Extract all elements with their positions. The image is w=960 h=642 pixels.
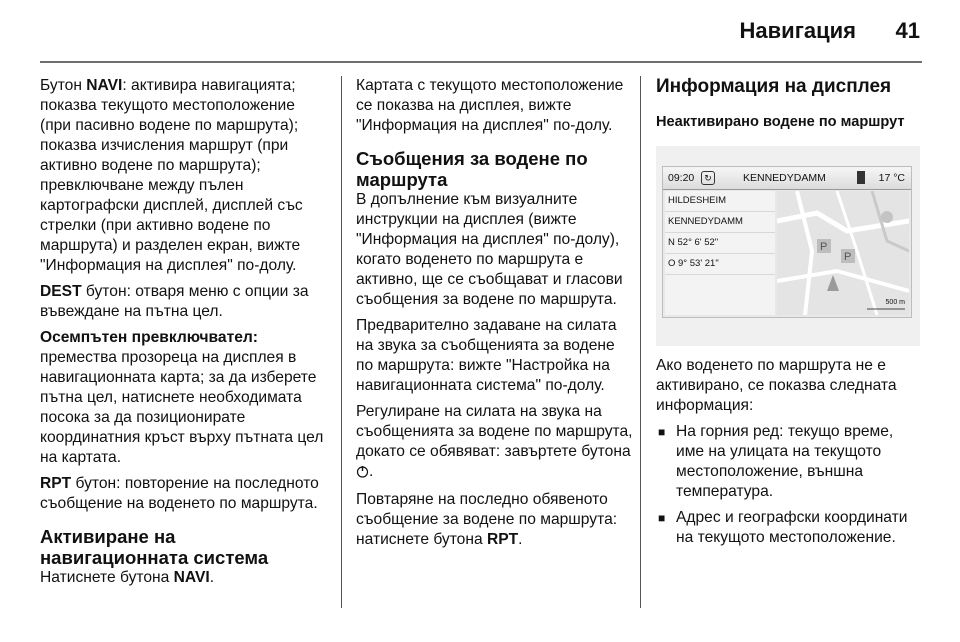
list-item-text: На горния ред: текущо време, име на улицата на текущото местоположение, външна температура. [676,423,894,500]
rpt-key: RPT [486,531,519,548]
city-line: HILDESHEIM [665,191,775,212]
temperature-label: 17 °C [878,172,905,184]
guidance-paragraph-3: Регулиране на силата на звука на съобщенията за водене по маршрута, докато се обявяват: завъртете бутона . [356,402,634,484]
list-item [656,508,924,548]
street-label: KENNEDYDAMM [743,172,826,184]
latitude-line: N 52° 6' 52" [665,233,775,254]
dest-paragraph [40,282,328,322]
svg-text:P: P [820,241,828,253]
inactive-guidance-subheading: Неактивирано водене по маршрут [656,114,905,130]
column-middle [356,76,634,556]
guidance-heading: Съобщения за водене по маршрута [356,148,588,190]
power-knob-icon [356,464,369,484]
inactive-info-paragraph: Ако воденето по маршрута не е активирано, се показва следната информация: [656,357,897,414]
column-left [40,76,328,594]
status-bar [663,167,911,190]
column-divider [640,76,641,608]
activate-end: . [209,569,215,586]
compass-icon: ↻ [701,171,715,185]
activate-key: NAVI [173,569,210,586]
navi-key: NAVI [86,77,123,94]
map-scale-label: 500 m [885,299,905,306]
bullet-icon: ■ [658,425,666,439]
location-info-panel [665,191,775,315]
dest-description: бутон: отваря меню с опции за въвеждане на пътна цел. [40,283,309,320]
time-label: 09:20 [668,172,695,184]
navi-paragraph: Бутон NAVI: активира навигацията; показва текущото местоположение (при пасивно водене по маршрута); показва изчисления маршрут (при активно водене по маршрута); превключване между пълен картографски дисплей, дисплей със стрелки (при активно водене по маршрута) и разделен екран, вижте "Информация на дисплея" по-долу. [40,77,303,274]
activate-text: Натиснете бутона [40,569,174,586]
guidance-paragraph-4 [356,490,634,550]
rpt-paragraph [40,474,328,514]
map-view [777,191,909,315]
guidance-paragraph-1: В допълнение към визуалните инструкции на дисплея (вижте "Информация на дисплея" по-долу), когато воденето по маршрута е активно, ще се съобщават и гласови съобщения за водене по маршрута. [356,191,623,308]
activate-heading: Активиране на навигационната система [40,526,269,568]
navigation-display-image [656,146,920,346]
svg-text:P: P [844,251,852,263]
switch-heading: Осемпътен превключвател: [40,329,258,346]
activate-paragraph [40,568,328,588]
guidance-end-4: . [518,531,523,548]
list-item-text: Адрес и географски координати на текущото местоположение. [676,509,908,546]
intro-paragraph: Картата с текущото местоположение се показва на дисплея, вижте "Информация на дисплея" по-долу. [356,77,624,134]
display-info-heading: Информация на дисплея [656,76,892,97]
switch-paragraph [40,328,328,468]
page-header [0,0,960,66]
info-list [656,422,924,548]
column-divider [341,76,342,608]
page-title: Навигация [739,18,856,43]
street-line: KENNEDYDAMM [665,212,775,233]
dest-key: DEST [40,283,82,300]
navigation-screen [662,166,912,318]
list-item [656,422,924,502]
thermometer-icon [857,171,865,184]
longitude-line: O 9° 53' 21" [665,254,775,275]
switch-description: премества прозореца на дисплея в навигационната карта; за да изберете пътна цел, натиснете необходимата посока за да позиционирате координатния кръст върху пътната цел на картата. [40,349,324,466]
guidance-text-4: Повтаряне на последно обявеното съобщение за водене по маршрута: натиснете бутона [356,491,618,548]
bullet-icon: ■ [658,511,666,525]
rpt-key: RPT [40,475,72,492]
page-number: 41 [895,18,920,43]
guidance-paragraph-2: Предварително задаване на силата на звука за съобщенията за водене по маршрута: вижте "Настройка на навигационната система" по-долу. [356,317,617,394]
navi-description: : активира навигацията; показва текущото местоположение (при пасивно водене по маршрута); показва изчисления маршрут (при активно водене по маршрута); превключване между пълен картографски дисплей, дисплей със стрелки (при активно водене по маршрута) и разделен екран, вижте "Информация на дисплея" по-долу. [40,77,303,274]
rpt-description: бутон: повторение на последното съобщение на воденето по маршрута. [40,475,319,512]
header-rule [40,61,922,63]
column-right [656,76,924,554]
guidance-text-3: Регулиране на силата на звука на съобщенията за водене по маршрута, докато се обявяват: завъртете бутона [356,403,633,460]
